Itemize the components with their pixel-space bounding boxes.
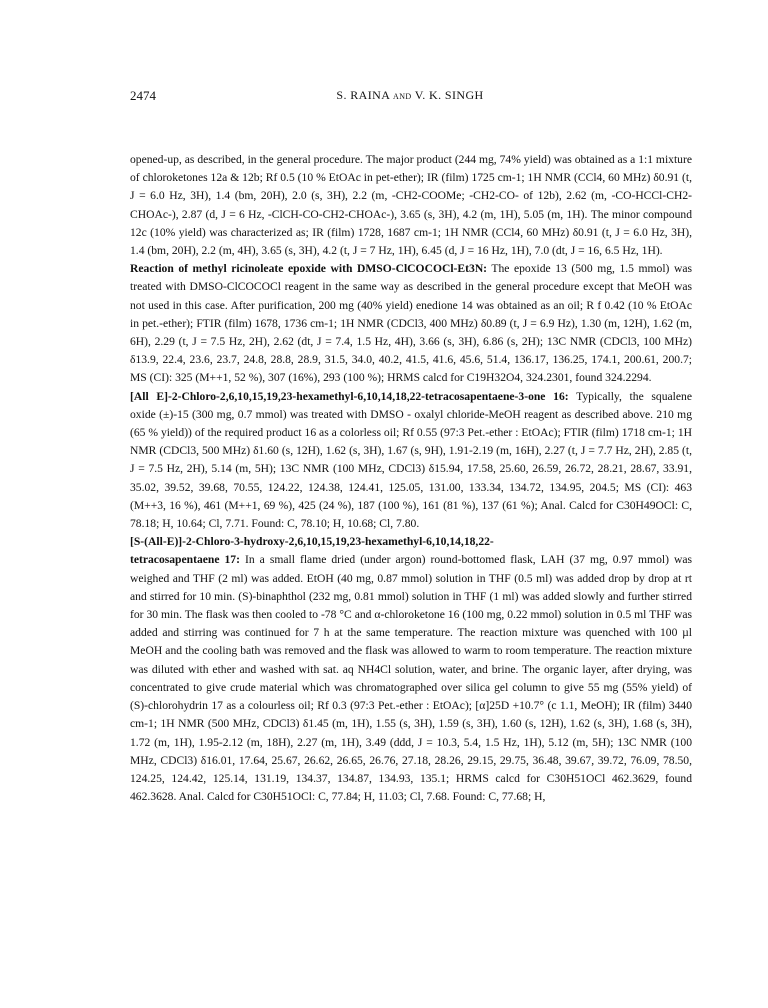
page-header (130, 88, 690, 108)
heading-ricinoleate-epoxide-reaction: Reaction of methyl ricinoleate epoxide with DMSO-ClCOCOCl-Et3N: (130, 262, 488, 276)
page-number: 2474 (130, 88, 156, 103)
paragraph-compound-17 (130, 551, 692, 806)
heading-compound-16: [All E]-2-Chloro-2,6,10,15,19,23-hexamethyl-6,10,14,18,22-tetracosapentaene-3-one 16: (130, 389, 569, 403)
body-compound-16: Typically, the squalene oxide (±)-15 (300 mg, 0.7 mmol) was treated with DMSO - oxalyl chloride-MeOH reagent as described above. 210 mg (65 % yield)) of the required product 16 as a colorless oil; Rf 0.55 (97:3 Pet.-ether : EtOAc); FTIR (film) 1718 cm-1; 1H NMR (CDCl3, 500 MHz) δ1.60 (s, 12H), 1.62 (s, 3H), 1.67 (s, 9H), 1.91-2.19 (m, 16H), 2.27 (t, J = 7.7 Hz, 2H), 2.85 (t, J = 7.5 Hz, 2H), 5.14 (m, 5H); 13C NMR (100 MHz, CDCl3) δ15.94, 17.58, 25.60, 26.59, 26.72, 28.21, 28.67, 33.91, 35.02, 39.52, 39.68, 70.55, 124.22, 124.38, 124.41, 125.05, 131.00, 133.34, 134.72, 134.95, 204.5; MS (CI): 463 (M++3, 16 %), 461 (M++1, 69 %), 425 (24 %), 187 (100 %), 161 (81 %), 137 (61 %); Anal. Calcd for C30H49OCl: C, 78.18; H, 10.64; Cl, 7.71. Found: C, 78.10; H, 10.68; Cl, 7.80. (130, 389, 692, 531)
paragraph-enedione-14 (130, 260, 692, 387)
body-enedione-14: The epoxide 13 (500 mg, 1.5 mmol) was treated with DMSO-ClCOCOCl reagent in the same way as described in the general procedure except that MeOH was not used in this case. After purification, 200 mg (40% yield) enedione 14 was obtained as an oil; R f 0.42 (10 % EtOAc in pet.-ether); FTIR (film) 1678, 1736 cm-1; 1H NMR (CDCl3, 400 MHz) δ0.89 (t, J = 6.9 Hz), 1.30 (m, 12H), 1.62 (m, 6H), 2.29 (t, J = 7.5 Hz, 2H), 2.62 (dt, J = 7.4, 1.5 Hz, 4H), 3.66 (s, 3H), 6.86 (s, 2H); 13C NMR (CDCl3, 100 MHz) δ13.9, 22.4, 23.6, 23.7, 24.8, 28.8, 28.9, 31.5, 34.0, 40.2, 41.5, 41.6, 45.6, 51.4, 136.17, 136.25, 174.1, 200.61, 200.7; MS (CI): 325 (M++1, 52 %), 307 (16%), 293 (100 %); HRMS calcd for C19H32O4, 324.2301, found 324.2294. (130, 262, 693, 385)
heading-compound-17-line2: tetracosapentaene 17: (130, 553, 240, 567)
heading-compound-17-line1: [S-(All-E)]-2-Chloro-3-hydroxy-2,6,10,15,19,23-hexamethyl-6,10,14,18,22- (130, 535, 494, 549)
body-compound-17: In a small flame dried (under argon) round-bottomed flask, LAH (37 mg, 0.97 mmol) was weighed and THF (2 ml) was added. EtOH (40 mg, 0.87 mmol) solution in THF (0.5 ml) was added drop by drop at rt and stirred for 10 min. (S)-binaphthol (232 mg, 0.81 mmol) solution in THF (1 ml) was added slowly and further stirred for 30 min. The flask was then cooled to -78 °C and α-chloroketone 16 (100 mg, 0.22 mmol) solution in 0.5 ml THF was added and stirring was continued for 7 h at the same temperature. The reaction mixture was quenched with 100 µl MeOH and the cooling bath was removed and the flask was allowed to warm to room temperature. The reaction mixture was diluted with ether and washed with sat. aq NH4Cl solution, water, and brine. The organic layer, after drying, was concentrated to give crude material which was chromatographed over silica gel column to give 55 mg (55% yield) of (S)-chlorohydrin 17 as a colourless oil; Rf 0.3 (97:3 Pet.-ether : EtOAc); [α]25D +10.7° (c 1.1, MeOH); IR (film) 3440 cm-1; 1H NMR (500 MHz, CDCl3) δ1.45 (m, 1H), 1.55 (s, 3H), 1.59 (s, 3H), 1.60 (s, 12H), 1.62 (s, 3H), 1.68 (s, 3H), 1.72 (m, 1H), 1.95-2.12 (m, 18H), 2.27 (m, 1H), 3.49 (ddd, J = 10.3, 5.4, 1.5 Hz, 1H), 5.12 (m, 5H); 13C NMR (100 MHz, CDCl3) δ16.01, 17.64, 25.67, 26.62, 26.65, 26.76, 27.18, 28.26, 29.15, 29.75, 36.48, 39.67, 39.72, 76.09, 78.50, 124.25, 124.42, 125.14, 131.19, 134.37, 134.87, 134.93, 135.1; HRMS calcd for C30H51OCl 462.3629, found 462.3628. Anal. Calcd for C30H51OCl: C, 77.84; H, 11.03; Cl, 7.68. Found: C, 77.68; H, (130, 553, 692, 804)
paragraph-compound-16 (130, 388, 692, 534)
running-head: S. RAINA and V. K. SINGH (336, 88, 484, 102)
experimental-section (130, 151, 692, 806)
paragraph-chloroketones-12: opened-up, as described, in the general procedure. The major product (244 mg, 74% yield) was obtained as a 1:1 mixture of chloroketones 12a & 12b; Rf 0.5 (10 % EtOAc in pet-ether); IR (film) 1725 cm-1; 1H NMR (CCl4, 60 MHz) δ0.91 (t, J = 6.0 Hz, 3H), 1.4 (bm, 20H), 2.0 (s, 3H), 2.2 (m, -CH2-COOMe; -CH2-CO- of 12b), 2.62 (m, -CO-HCCl-CH2-CHOAc-), 2.87 (d, J = 6 Hz, -ClCH-CO-CH2-CHOAc-), 3.65 (s, 3H), 4.2 (m, 1H), 5.05 (m, 1H). The minor compound 12c (10% yield) was characterized as; IR (film) 1728, 1687 cm-1; 1H NMR (CCl4, 60 MHz) δ0.91 (t, J = 6.0 Hz, 3H), 1.4 (bm, 20H), 2.2 (m, 4H), 3.65 (s, 3H), 4.2 (t, J = 7 Hz, 1H), 6.45 (d, J = 16 Hz, 1H), 7.0 (dt, J = 16, 6.5 Hz, 1H). (130, 153, 692, 258)
